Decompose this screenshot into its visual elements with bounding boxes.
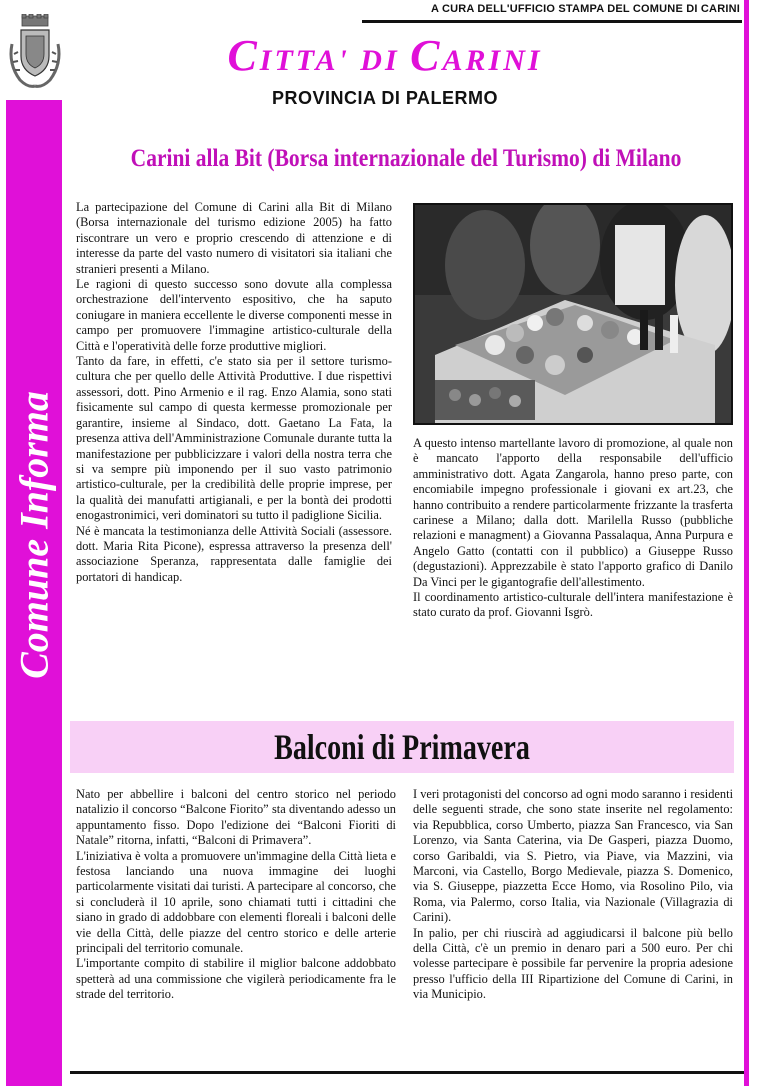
- article-photo: [413, 203, 733, 425]
- sidebar-label: Comune Informa: [11, 391, 57, 679]
- paragraph: L'iniziativa è volta a promuovere un'immagine della Città lieta e festosa lanciando una nuova immagine dei luoghi particolarmente visitati dai turisti. A partecipare al concorso, che si concluderà il 10 aprile, sono chiamati tutti i cittadini che siano in grado di addobbare con elementi floreali i balconi delle vie della Città, delle piazze del centro storico e delle arterie principali del territorio comunale.: [76, 848, 396, 956]
- paragraph: I veri protagonisti del concorso ad ogni modo saranno i residenti delle seguenti strade, che sono state inserite nel regolamento: via Repubblica, corso Umberto, piazza San Francesco, via San Lorenzo, via Santa Caterina, via De Gasperi, piazza Duomo, corso Garibaldi, via S. Pietro, via Piave, via Mazzini, via Marconi, via Castello, Borgo Medievale, piazza S. Domenico, via S. Giuseppe, piazzetta Ecce Homo, via Rosolino Pilo, via Roma, via Palermo, corso Italia, via Nazionale (Villagrazia di Carini).: [413, 787, 734, 925]
- right-accent-bar: [744, 0, 749, 1086]
- paragraph: Nato per abbellire i balconi del centro storico nel periodo natalizio il concorso “Balcone Fiorito” sta diventando adesso un appuntamento fisso. Dopo l'edizione dei “Balconi Fioriti di Natale” ritorna, infatti, “Balconi di Primavera”.: [76, 787, 396, 848]
- article-column-right: [413, 436, 733, 621]
- footer-rule: [70, 1071, 744, 1074]
- paragraph: Né è mancata la testimonianza delle Attività Sociali (assessore. dott. Maria Rita Picone), espressa attraverso la presenza dell' associazione Speranza, rappresentata dalle famiglie dei portatori di handicap.: [76, 523, 392, 584]
- paragraph: A questo intenso martellante lavoro di promozione, al quale non è mancato l'apporto della responsabile dell'ufficio amministrativo dott. Agata Zangarola, hanno preso parte, con encomiabile impegno professionale i giovani ex art.23, che hanno contribuito a rendere particolarmente frizzante la trasferta carinese a Milano; dalla dott. Marilella Russo (pubbliche relazioni e managment) a Giovanna Passalaqua, Anna Purpura e Angelo Gatto (contatti con il pubblico) a Giuseppe Russo (degustazioni). Apprezzabile è stato l'apporto grafico di Danilo Da Vinci per le gigantografie dell'allestimento.: [413, 436, 733, 589]
- article-title: Balconi di Primavera: [274, 727, 530, 767]
- paragraph: Le ragioni di questo successo sono dovute alla complessa orchestrazione dell'intervento espositivo, che ha saputo coniugare in maniera eccellente le diverse componenti messe in campo per promuovere l'immagine artistico-culturale della Città e l'operatività delle forze produttive migliori.: [76, 277, 392, 353]
- article-title: Carini alla Bit (Borsa internazionale del Turismo) di Milano: [130, 145, 682, 172]
- province-subtitle: PROVINCIA DI PALERMO: [271, 88, 498, 108]
- paragraph: In palio, per chi riuscirà ad aggiudicarsi il balcone più bello della Città, c'è un premio in denaro pari a 500 euro. Per chi volesse partecipare è possibile far pervenire la propria adesione presso l'ufficio della III Ripartizione del Comune di Carini, in via Municipio.: [413, 925, 733, 1002]
- municipal-crest-icon: [6, 14, 64, 94]
- article-column-left: [76, 200, 392, 585]
- paragraph: Il coordinamento artistico-culturale dell'intera manifestazione è stato curato da prof. Giovanni Isgrò.: [413, 590, 733, 620]
- paragraph: La partecipazione del Comune di Carini alla Bit di Milano (Borsa internazionale del turismo edizione 2005) ha fatto riscontrare un vero e proprio crescendo di attenzione e di interesse da parte del vasto numero di visitatori sia italiani che stranieri presenti a Milano.: [76, 200, 392, 276]
- paragraph: L'importante compito di stabilire il miglior balcone addobbato spetterà ad una commissione che vigilerà periodicamente fra le strade del territorio.: [76, 956, 396, 1002]
- header-rule: [362, 20, 742, 23]
- city-title: CITTA' DI CARINI: [227, 31, 543, 80]
- article-column-right: [413, 787, 733, 1003]
- article-column-left: [76, 787, 396, 1003]
- paragraph: Tanto da fare, in effetti, c'e stato sia per il settore turismo-cultura che per quello delle Attività Produttive. I due rispettivi assessori, dott. Pino Armenio e il rag. Enzo Alamia, sono stati fisicamente sul campo di questa kermesse promozionale per garantire, insieme al Sindaco, dott. Gaetano La Fata, la presenza attiva dell'Amministrazione Comunale durante tutta la manifestazione per pubblicizzare i valori della nostra terra che si va sempre più imponendo per il suo vasto patrimonio artistico-culturale, per la credibilità delle proprie imprese, per la qualità dei manufatti artigianali, e per la bontà dei prodotti enogastronimici, veri dominatori su tutto il padiglione Sicilia.: [76, 354, 392, 523]
- header-credit: A CURA DELL'UFFICIO STAMPA DEL COMUNE DI CARINI: [430, 3, 740, 15]
